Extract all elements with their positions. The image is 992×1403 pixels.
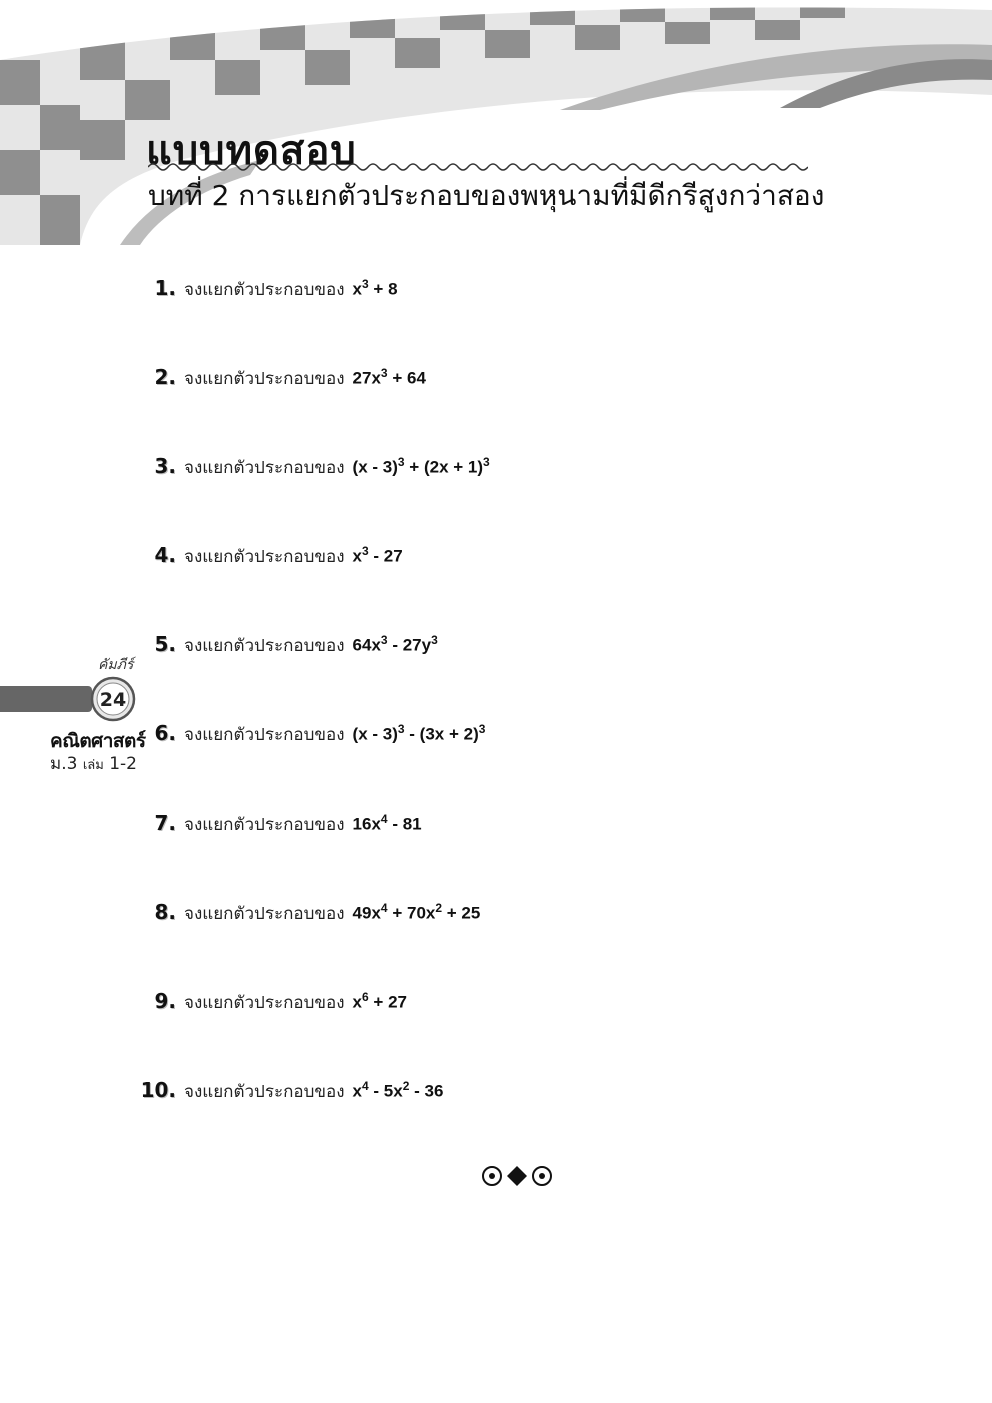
question-expression: $x^4 - 5x^2 - 36$	[352, 1079, 444, 1101]
question-expression: $16x^4 - 81$	[352, 812, 422, 834]
question-expression: $x^3 - 27$	[352, 544, 403, 566]
question-text: จงแยกตัวประกอบของ	[184, 815, 345, 835]
wavy-underline	[148, 160, 808, 174]
circle-diamond-circle-ornament-icon	[480, 1162, 554, 1190]
question-item	[140, 1078, 443, 1108]
question-number: 8.	[154, 900, 176, 924]
book-volume: 1-2	[109, 754, 138, 774]
question-text: จงแยกตัวประกอบของ	[184, 636, 345, 656]
question-item	[140, 632, 438, 662]
question-expression: $x^6 + 27$	[352, 990, 407, 1012]
question-expression: $x^3 + 8$	[352, 277, 398, 299]
question-number: 9.	[154, 989, 176, 1013]
question-text: จงแยกตัวประกอบของ	[184, 369, 345, 389]
question-text: จงแยกตัวประกอบของ	[184, 904, 345, 924]
question-text: จงแยกตัวประกอบของ	[184, 547, 345, 567]
page-tab	[0, 686, 92, 712]
question-number: 10.	[140, 1078, 176, 1102]
page-number: 24	[99, 689, 127, 711]
question-text: จงแยกตัวประกอบของ	[184, 458, 345, 478]
question-number: 7.	[154, 811, 176, 835]
question-number: 4.	[154, 543, 176, 567]
question-number: 3.	[154, 454, 176, 478]
question-number: 6.	[154, 721, 176, 745]
question-item	[140, 543, 403, 573]
question-expression: $(x - 3)^3 + (2x + 1)^3$	[352, 455, 490, 477]
question-item	[140, 900, 480, 930]
question-number: 2.	[154, 365, 176, 389]
question-number: 5.	[154, 632, 176, 656]
question-text: จงแยกตัวประกอบของ	[184, 1082, 345, 1102]
question-item	[140, 454, 490, 484]
question-expression: $64x^3 - 27y^3$	[352, 633, 438, 655]
book-series-label: คัมภีร์	[98, 657, 134, 673]
question-expression: $(x - 3)^3 - (3x + 2)^3$	[352, 722, 486, 744]
volume-word: เล่ม	[82, 758, 104, 773]
page-title: แบบทดสอบ	[146, 128, 357, 174]
question-item	[140, 276, 398, 306]
chapter-subtitle: บทที่ 2 การแยกตัวประกอบของพหุนามที่มีดีกรีสูงกว่าสอง	[148, 179, 825, 212]
question-item	[140, 721, 485, 751]
question-item	[140, 811, 422, 841]
question-text: จงแยกตัวประกอบของ	[184, 725, 345, 745]
question-expression: $49x^4 + 70x^2 + 25$	[352, 901, 481, 923]
question-item	[140, 365, 426, 395]
question-item	[140, 989, 407, 1019]
page-number-badge	[90, 676, 136, 722]
question-text: จงแยกตัวประกอบของ	[184, 280, 345, 300]
book-grade: ม.3	[50, 754, 78, 774]
question-number: 1.	[154, 276, 176, 300]
question-expression: $27x^3 + 64$	[352, 366, 426, 388]
book-grade-volume	[50, 750, 137, 777]
book-title: คณิตศาสตร์	[50, 730, 146, 752]
question-text: จงแยกตัวประกอบของ	[184, 993, 345, 1013]
